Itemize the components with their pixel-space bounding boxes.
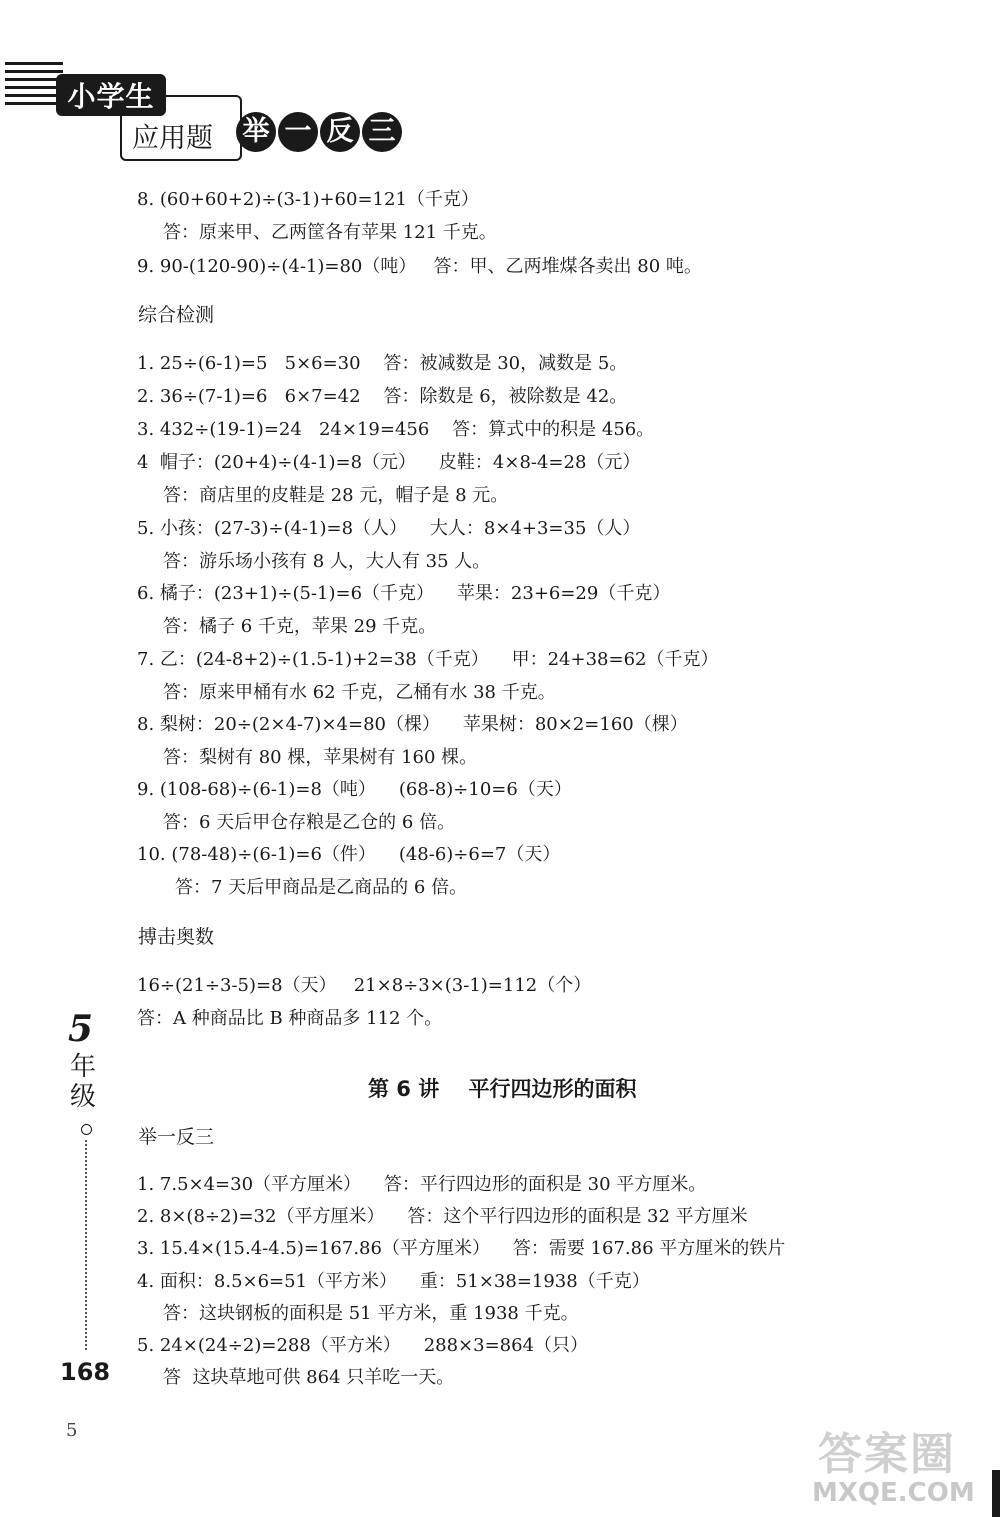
badge-char: 一	[278, 112, 318, 152]
book-title: 应用题	[132, 123, 213, 154]
answer-line: 4. 面积：8.5×6=51（平方米） 重：51×38=1938（千克）	[137, 1271, 650, 1292]
answer-line: 答：橘子 6 千克，苹果 29 千克。	[163, 616, 437, 637]
answer-line: 答：原来甲桶有水 62 千克，乙桶有水 38 千克。	[163, 682, 556, 703]
answer-line: 2. 8×(8÷2)=32（平方厘米） 答：这个平行四边形的面积是 32 平方厘米	[137, 1206, 748, 1227]
answer-line: 8. 梨树：20÷(2×4-7)×4=80（棵） 苹果树：80×2=160（棵）	[137, 714, 688, 735]
answer-line: 1. 25÷(6-1)=5 5×6=30 答：被减数是 30，减数是 5。	[137, 353, 628, 374]
answer-line: 答：梨树有 80 棵，苹果树有 160 棵。	[163, 747, 478, 768]
grade-char: 级	[70, 1082, 97, 1112]
watermark-logo: 答案圈	[818, 1429, 956, 1480]
header-stripes	[5, 62, 63, 116]
grade-char: 年	[70, 1052, 97, 1082]
book-subtitle-badges	[236, 112, 402, 152]
corner-mark: 5	[66, 1420, 78, 1441]
answer-line: 5. 24×(24÷2)=288（平方米） 288×3=864（只）	[137, 1335, 589, 1356]
answer-line: 1. 7.5×4=30（平方厘米） 答：平行四边形的面积是 30 平方厘米。	[137, 1174, 707, 1195]
answer-line: 答：A 种商品比 B 种商品多 112 个。	[137, 1008, 443, 1029]
section-title: 举一反三	[138, 1126, 215, 1148]
answer-line: 答：6 天后甲仓存粮是乙仓的 6 倍。	[163, 812, 456, 833]
page-number: 168	[60, 1358, 111, 1386]
answer-line: 2. 36÷(7-1)=6 6×7=42 答：除数是 6，被除数是 42。	[137, 386, 628, 407]
answer-line: 9. 90-(120-90)÷(4-1)=80（吨） 答：甲、乙两堆煤各卖出 80 吨。	[137, 256, 702, 277]
answer-line: 8. (60+60+2)÷(3-1)+60=121（千克）	[137, 189, 479, 210]
answer-line: 答：商店里的皮鞋是 28 元，帽子是 8 元。	[163, 485, 509, 506]
badge-char: 三	[362, 112, 402, 152]
answer-line: 答 这块草地可供 864 只羊吃一天。	[163, 1367, 455, 1388]
dotted-divider	[85, 1140, 87, 1350]
answer-line: 答：这块钢板的面积是 51 平方米，重 1938 千克。	[163, 1303, 579, 1324]
section-title: 搏击奥数	[138, 926, 215, 948]
answer-line: 4 帽子：(20+4)÷(4-1)=8（元） 皮鞋：4×8-4=28（元）	[137, 452, 641, 473]
grade-number: 5	[68, 1008, 94, 1050]
answer-line: 答：7 天后甲商品是乙商品的 6 倍。	[175, 877, 468, 898]
badge-char: 反	[320, 112, 360, 152]
answer-line: 6. 橘子：(23+1)÷(5-1)=6（千克） 苹果：23+6=29（千克）	[137, 583, 671, 604]
answer-line: 9. (108-68)÷(6-1)=8（吨） (68-8)÷10=6（天）	[137, 779, 572, 800]
book-series-label: 小学生	[56, 74, 166, 116]
answer-line: 3. 15.4×(15.4-4.5)=167.86（平方厘米） 答：需要 167.86 平方厘米的铁片	[137, 1238, 786, 1259]
grade-circle	[81, 1124, 92, 1135]
answer-line: 5. 小孩：(27-3)÷(4-1)=8（人） 大人：8×4+3=35（人）	[137, 518, 641, 539]
answer-line: 答：原来甲、乙两筐各有苹果 121 千克。	[163, 222, 497, 243]
section-title: 综合检测	[138, 304, 215, 326]
badge-char: 举	[236, 112, 276, 152]
page-edge	[992, 1470, 1000, 1517]
answer-line: 7. 乙：(24-8+2)÷(1.5-1)+2=38（千克） 甲：24+38=62（千克）	[137, 649, 719, 670]
answer-line: 答：游乐场小孩有 8 人，大人有 35 人。	[163, 551, 491, 572]
answer-line: 3. 432÷(19-1)=24 24×19=456 答：算式中的积是 456。	[137, 419, 655, 440]
watermark-url: MXQE.COM	[812, 1478, 975, 1508]
answer-line: 10. (78-48)÷(6-1)=6（件） (48-6)÷6=7（天）	[137, 844, 561, 865]
answer-line: 16÷(21÷3-5)=8（天） 21×8÷3×(3-1)=112（个）	[137, 975, 592, 996]
lecture-title: 第 6 讲 平行四边形的面积	[368, 1077, 637, 1101]
